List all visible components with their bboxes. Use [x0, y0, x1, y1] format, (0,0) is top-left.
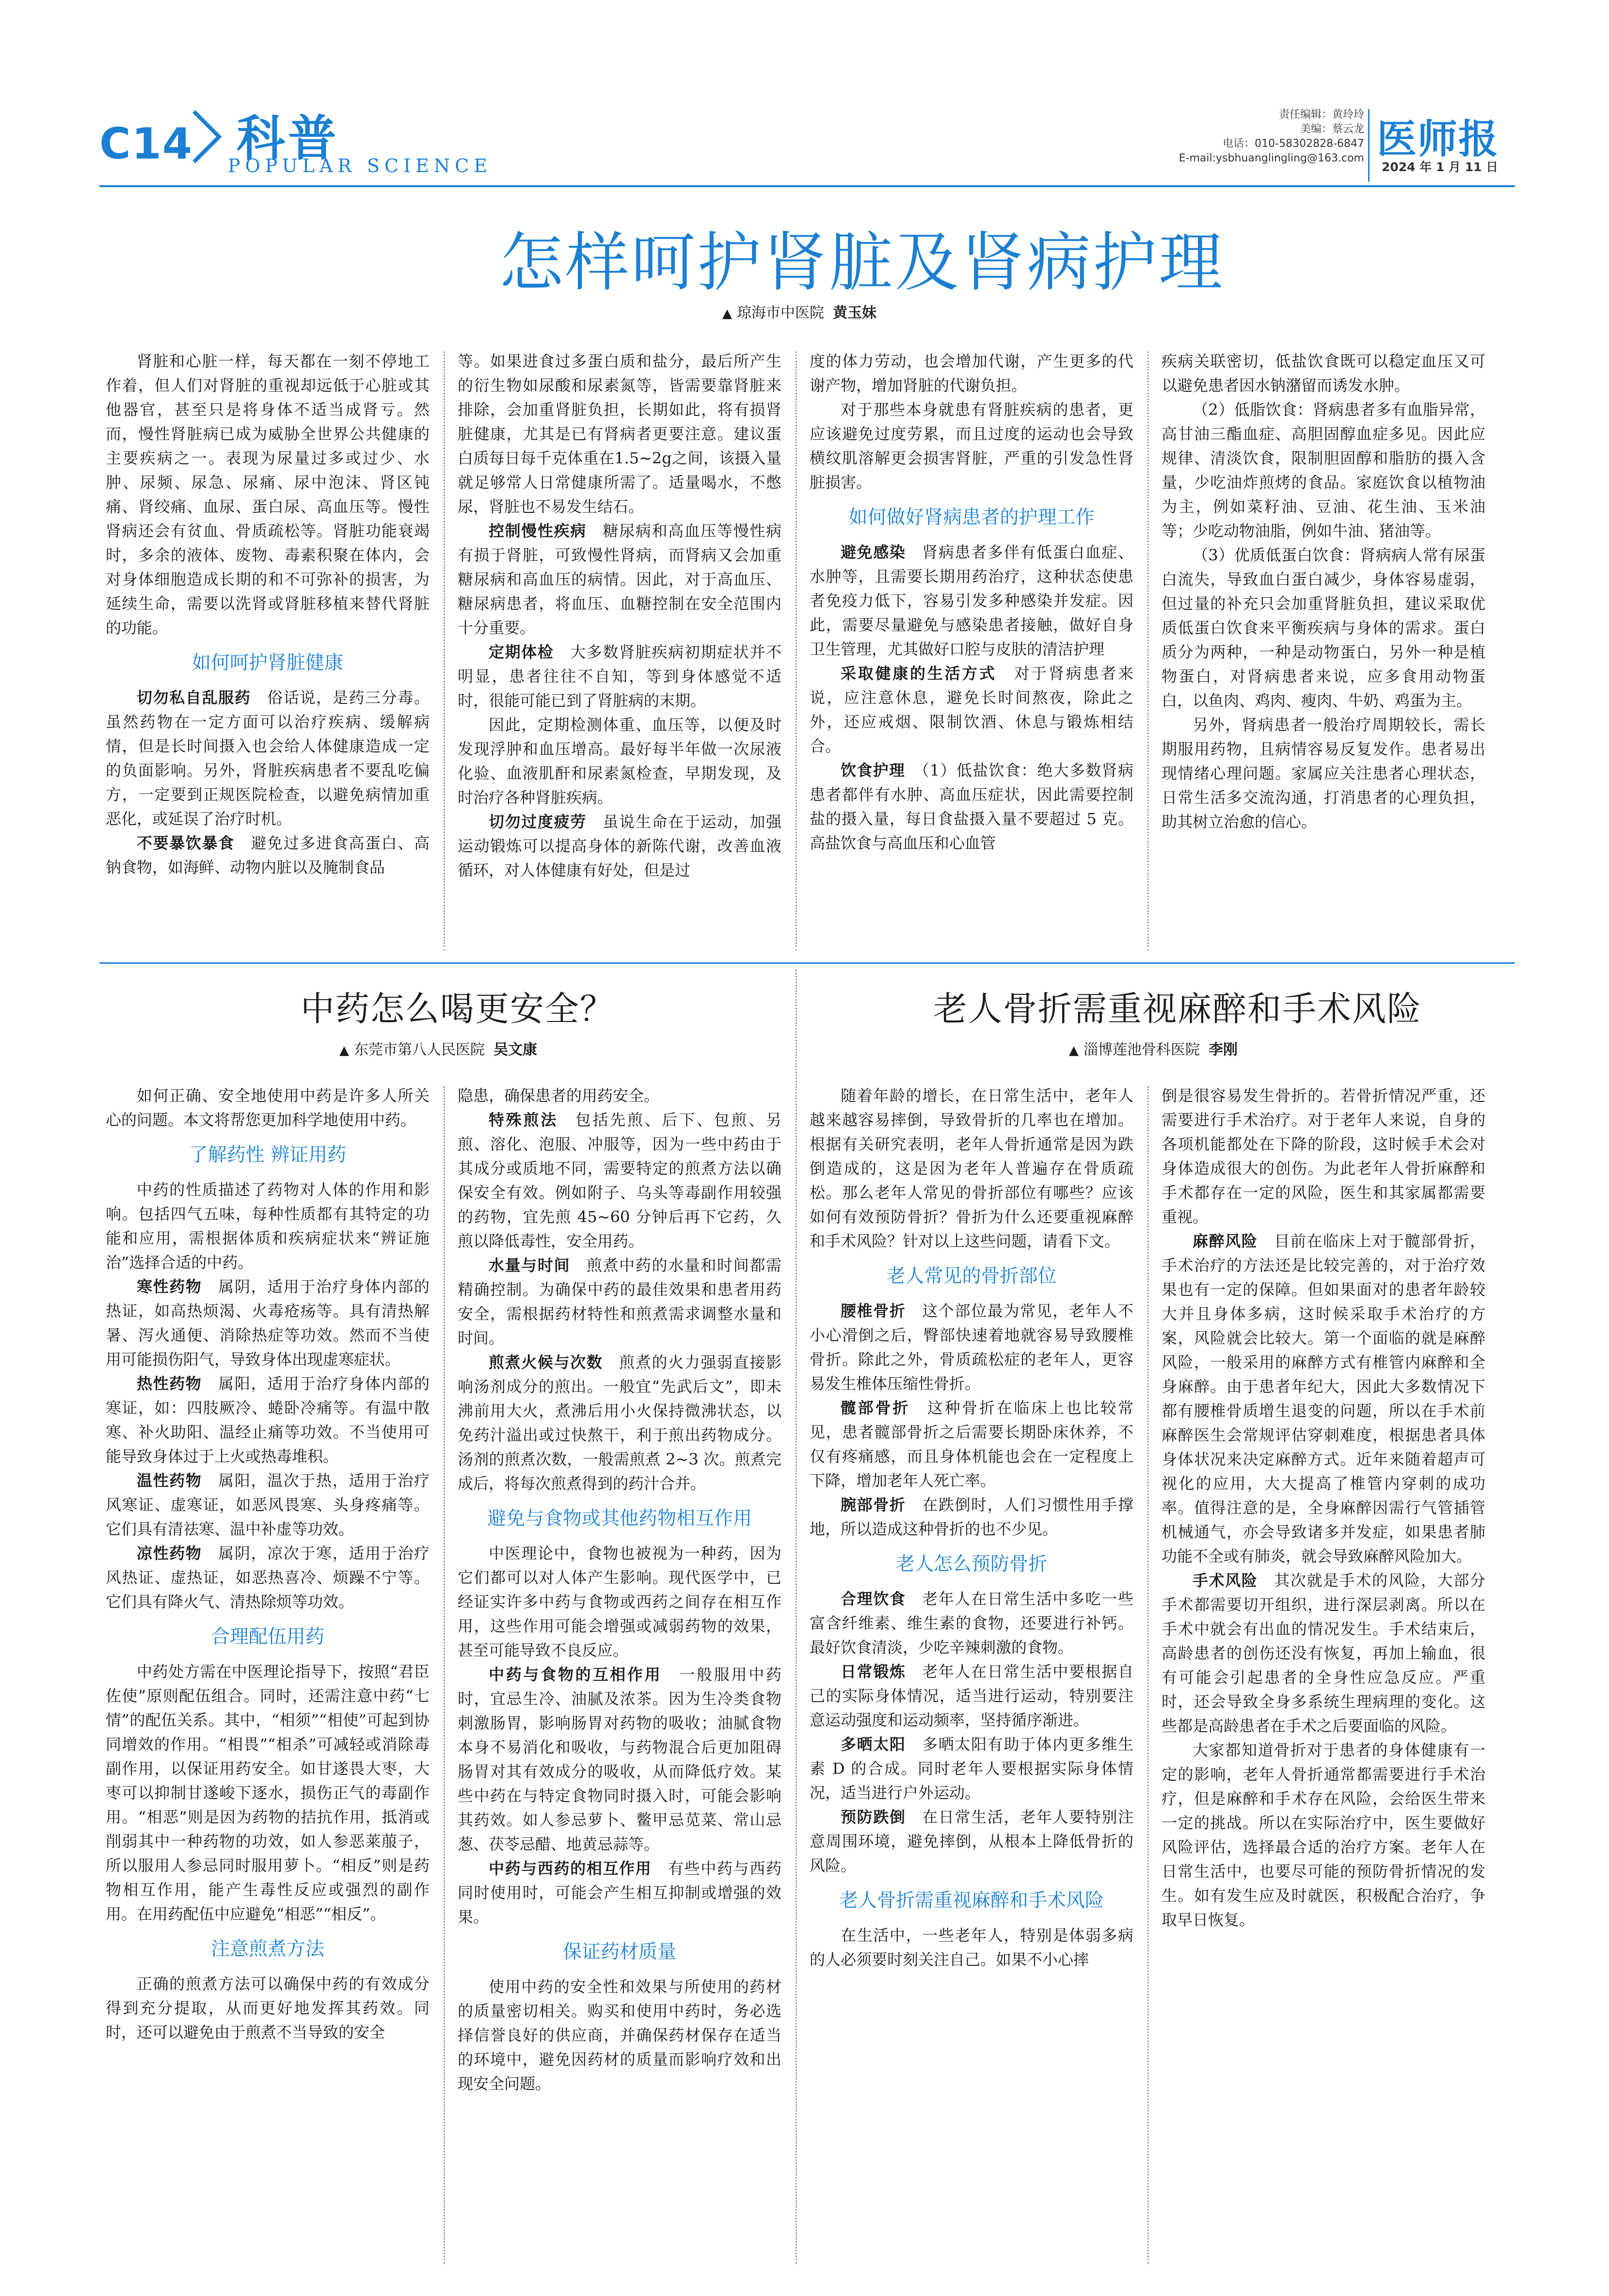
paragraph: [458, 1253, 781, 1350]
article1-byline: [722, 301, 876, 322]
paragraph: [810, 1396, 1133, 1493]
paragraph-lead: 温性药物: [137, 1471, 202, 1490]
article2-column-1: [106, 1084, 430, 2266]
paragraph-text: （3）优质低蛋白饮食：肾病病人常有尿蛋白流失，导致血白蛋白减少，身体容易虚弱，但过量的补充只会加重肾脏负担，建议采取优质低蛋白饮食来平衡疾病与身体的需求。蛋白质分为两种，一种是动物蛋白，另外一种是植物蛋白，对肾病患者来说，应多食用动物蛋白，以鱼肉、鸡肉、瘦肉、牛奶、鸡蛋为主。: [1162, 546, 1485, 710]
subheading: 合理配伍用药: [210, 1626, 324, 1648]
paragraph-lead: 预防跌倒: [841, 1808, 906, 1826]
triangle-icon: ▲: [722, 306, 732, 321]
paragraph: [106, 686, 430, 831]
paragraph-text: 属阳，温次于热，适用于治疗风寒证、虚寒证，如恶风畏寒、头身疼痛等。它们具有清祛寒、温中补虚等功效。: [106, 1471, 430, 1538]
paragraph: [106, 349, 430, 640]
paragraph: [810, 1299, 1133, 1396]
paragraph-lead: 采取健康的生活方式: [841, 664, 997, 683]
paragraph-lead: 不要暴饮暴食: [137, 834, 235, 852]
article3-title: 老人骨折需重视麻醉和手术风险: [933, 989, 1422, 1029]
paragraph: [458, 1108, 781, 1253]
article2-title: 中药怎么喝更安全？: [301, 989, 615, 1029]
credit-editor: 责任编辑：黄玲玲: [1278, 109, 1364, 121]
paragraph-lead: 合理饮食: [841, 1590, 906, 1608]
paragraph-text: 对于那些本身就患有肾脏疾病的患者，更应该避免过度劳累，而且过度的运动也会导致横纹肌溶解更会损害肾脏，严重的引发急性肾脏损害。: [810, 400, 1133, 492]
paragraph: [1162, 543, 1485, 713]
paragraph-lead: 麻醉风险: [1193, 1232, 1258, 1250]
article3-author-name: 李刚: [1209, 1041, 1238, 1058]
subheading: 老人怎么预防骨折: [895, 1553, 1047, 1575]
paragraph-lead: 腰椎骨折: [841, 1302, 906, 1320]
triangle-icon: ▲: [1069, 1043, 1079, 1058]
paragraph-lead: 定期体检: [489, 643, 554, 661]
paragraph-text: 老年人在日常生活中要根据自己的实际身体情况，适当进行运动，特别要注意运动强度和运动频率，坚持循序渐进。: [810, 1662, 1133, 1729]
paragraph-text: 在生活中，一些老年人，特别是体弱多病的人必须要时刻关注自己。如果不小心摔: [810, 1926, 1133, 1969]
article1-author-name: 黄玉妹: [833, 304, 876, 321]
editor-credits: [1179, 108, 1364, 166]
article2-author-name: 吴文康: [494, 1041, 537, 1058]
paragraph: [106, 1275, 430, 1371]
paragraph-text: 疾病关联密切，低盐饮食既可以稳定血压又可以避免患者因水钠潴留而诱发水肿。: [1162, 352, 1485, 395]
article1-title: 怎样呵护肾脏及肾病护理: [499, 225, 1225, 300]
paragraph-text: 属阳，适用于治疗身体内部的寒证，如：四肢厥冷、蜷卧冷痛等。有温中散寒、补火助阳、温经止痛等功效。不当使用可能导致身体过于上火或热毒堆积。: [106, 1374, 430, 1466]
paragraph-text: 在跌倒时，人们习惯性用手撑地，所以造成这种骨折的也不少见。: [810, 1496, 1133, 1538]
paragraph-text: 隐患，确保患者的用药安全。: [458, 1086, 660, 1105]
paragraph: [810, 1923, 1133, 1972]
paragraph: [1162, 1738, 1485, 1932]
paragraph: [458, 1350, 781, 1496]
paragraph: [810, 758, 1133, 855]
paragraph: [810, 1805, 1133, 1878]
paragraph-lead: 中药与食物的互相作用: [489, 1665, 662, 1684]
subheading: 注意煎煮方法: [210, 1938, 324, 1960]
paragraph: [106, 1084, 430, 1132]
article2-byline: [339, 1037, 537, 1059]
paragraph: [458, 810, 781, 882]
paragraph-lead: 日常锻炼: [841, 1662, 906, 1681]
paragraph-text: 俗话说，是药三分毒。虽然药物在一定方面可以治疗疾病、缓解病情，但是长时间摄入也会给人体健康造成一定的负面影响。另外，肾脏疾病患者不要乱吃偏方，一定要到正规医院检查，以避免病情加重恶化，或延误了治疗时机。: [106, 688, 430, 828]
masthead-logo: 医师报: [1377, 116, 1499, 162]
article1-column-1: [106, 349, 430, 953]
paragraph-lead: 饮食护理: [841, 761, 906, 780]
paragraph-text: 中药处方需在中医理论指导下，按照“君臣佐使”原则配伍组合。同时，还需注意中药“七情”的配伍关系。其中，“相须”“相使”可起到协同增效的作用。“相畏”“相杀”可减轻或消除毒副作用，以保证用药安全。如甘遂畏大枣，大枣可以抑制甘遂峻下逐水，损伤正气的毒副作用。“相恶”则是因为药物的拮抗作用，抵消或削弱其中一种药物的功效，如人参恶莱菔子，所以服用人参忌同时服用萝卜。“相反”则是药物相互作用，能产生毒性反应或强烈的副作用。在用药配伍中应避免“相恶”“相反”。: [106, 1662, 430, 1923]
paragraph-lead: 髋部骨折: [841, 1399, 910, 1417]
paragraph-lead: 避免感染: [841, 543, 906, 561]
paragraph: [1162, 1568, 1485, 1738]
credit-phone: 电话：010-58302828-6847: [1223, 138, 1364, 150]
paragraph-text: 目前在临床上对于髋部骨折，手术治疗的方法还是比较完善的，对于治疗效果也有一定的保障。但如果面对的患者年龄较大并且身体多病，这时候采取手术治疗的方案，风险就会比较大。第一个面临的就是麻醉风险，一般采用的麻醉方式有椎管内麻醉和全身麻醉。由于患者年纪大，因此大多数情况下都有腰椎骨质增生退变的问题，所以在手术前麻醉医生会常规评估穿刺难度，根据患者具体身体状况来决定麻醉方式。近年来随着超声可视化的应用，大大提高了椎管内穿刺的成功率。值得注意的是，全身麻醉因需行气管插管机械通气，亦会导致诸多并发症，如果患者肺功能不全或有肺炎，就会导致麻醉风险加大。: [1162, 1232, 1485, 1565]
section-subtitle: POPULAR SCIENCE: [228, 155, 492, 176]
paragraph-text: 对于肾病患者来说，应注意休息，避免长时间熬夜，除此之外，还应戒烟、限制饮酒、休息与锻炼相结合。: [810, 664, 1133, 755]
paragraph-text: 这种骨折在临床上也比较常见，患者髋部骨折之后需要长期卧床休养，不仅有疼痛感，而且身体机能也会在一定程度上下降，增加老年人死亡率。: [810, 1399, 1133, 1490]
paragraph-text: 肾病患者多伴有低蛋白血症、水肿等，且需要长期用药治疗，这种状态使患者免疫力低下，容易引发多种感染并发症。因此，需要尽量避免与感染患者接触，做好自身卫生管理，尤其做好口腔与皮肤的清洁护理: [810, 543, 1133, 658]
paragraph: [810, 1084, 1133, 1253]
triangle-icon: ▲: [339, 1043, 349, 1058]
paragraph-text: 属阴，凉次于寒，适用于治疗风热证、虚热证，如恶热喜冷、烦躁不宁等。它们具有降火气、清热除烦等功效。: [106, 1544, 430, 1611]
paragraph-text: （2）低脂饮食：肾病患者多有血脂异常，高甘油三酯血症、高胆固醇血症多见。因此应规律、清淡饮食，限制胆固醇和脂肪的摄入含量，少吃油炸煎烤的食品。家庭饮食以植物油为主，例如菜籽油、豆油、花生油、玉米油等；少吃动物油脂，例如牛油、猪油等。: [1162, 400, 1485, 540]
subheading: 老人骨折需重视麻醉和手术风险: [839, 1890, 1104, 1912]
column-divider: [796, 351, 797, 950]
paragraph-text: 属阴，适用于治疗身体内部的热证，如高热烦渴、火毒疮疡等。具有清热解暑、泻火通便、消除热症等功效。然而不当使用可能损伤阳气，导致身体出现虚寒症状。: [106, 1277, 430, 1369]
paragraph-text: 一般服用中药时，宜忌生冷、油腻及浓茶。因为生冷类食物刺激肠胃，影响肠胃对药物的吸收；油腻食物本身不易消化和吸收，与药物混合后更加阻碍肠胃对其有效成分的吸收，从而降低疗效。某些中药在与特定食物同时摄入时，可能会影响其药效。如人参忌萝卜、鳖甲忌苋菜、常山忌葱、茯苓忌醋、地黄忌蒜等。: [458, 1665, 781, 1853]
paragraph: [106, 1178, 430, 1275]
paragraph-lead: 控制慢性疾病: [489, 522, 587, 540]
article3-author-org: 淄博莲池骨科医院: [1083, 1041, 1200, 1058]
paragraph-text: 煎煮中药的水量和时间都需精确控制。为确保中药的最佳效果和患者用药安全，需根据药材特性和煎煮需求调整水量和时间。: [458, 1256, 781, 1347]
paragraph: [458, 1084, 781, 1108]
paragraph-text: 中药的性质描述了药物对人体的作用和影响。包括四气五味，每种性质都有其特定的功能和应用，需根据体质和疾病症状来“辨证施治”选择合适的中药。: [106, 1180, 430, 1272]
paragraph: [458, 1975, 781, 2096]
paragraph-lead: 中药与西药的相互作用: [489, 1859, 652, 1878]
article3-column-1: [810, 1084, 1133, 2266]
paragraph: [458, 713, 781, 810]
paragraph: [106, 1468, 430, 1541]
paragraph-text: 倒是很容易发生骨折的。若骨折情况严重，还需要进行手术治疗。对于老年人来说，自身的各项机能都处在下降的阶段，这时候手术会对身体造成很大的创伤。为此老年人骨折麻醉和手术都存在一定的风险，医生和其家属都需要重视。: [1162, 1086, 1485, 1226]
paragraph-lead: 切勿过度疲劳: [489, 813, 587, 831]
paragraph-text: 多晒太阳有助于体内更多维生素 D 的合成。同时老年人要根据实际身体情况，适当进行户外运动。: [810, 1735, 1133, 1802]
paragraph-text: 其次就是手术的风险，大部分手术都需要切开组织，进行深层剥离。所以在手术中就会有出血的情况发生。手术结束后，高龄患者的创伤还没有恢复，再加上输血，很有可能会引起患者的全身性应急反应。严重时，还会导致全身多系统生理病理的变化。这些都是高龄患者在手术之后要面临的风险。: [1162, 1571, 1485, 1735]
paragraph-text: 大家都知道骨折对于患者的身体健康有一定的影响，老年人骨折通常都需要进行手术治疗，但是麻醉和手术存在风险，会给医生带来一定的挑战。所以在实际治疗中，医生要做好风险评估，选择最合适的治疗方案。老年人在日常生活中，也要尽可能的预防骨折情况的发生。如有发生应及时就医，积极配合治疗，争取早日恢复。: [1162, 1741, 1485, 1929]
article1-column-2: [458, 349, 781, 953]
article3-byline: [1069, 1037, 1238, 1059]
paragraph-lead: 凉性药物: [137, 1544, 202, 1563]
page-number: C14: [99, 119, 193, 169]
paragraph: [106, 1972, 430, 2044]
paragraph-text: 在日常生活，老年人要特别注意周围环境，避免摔倒，从根本上降低骨折的风险。: [810, 1808, 1133, 1875]
paragraph-text: 度的体力劳动，也会增加代谢，产生更多的代谢产物，增加肾脏的代谢负担。: [810, 352, 1133, 395]
issue-date: 2024 年 1 月 11 日: [1382, 160, 1498, 174]
subheading: 老人常见的骨折部位: [886, 1265, 1057, 1287]
paragraph: [1162, 349, 1485, 398]
paragraph: [810, 540, 1133, 661]
paragraph-text: 煎煮的火力强弱直接影响汤剂成分的煎出。一般宜“先武后文”，即未沸前用大火，煮沸后用小火保持微沸状态，以免药汁溢出或过快熬干，利于煎出药物成分。汤剂的煎煮次数，一般需煎煮 2~3 次。煎煮完成后，将每次煎煮得到的药汁合并。: [458, 1353, 781, 1493]
article3-column-2: [1162, 1084, 1485, 2266]
paragraph-text: 避免过多进食高蛋白、高钠食物，如海鲜、动物内脏以及腌制食品: [106, 834, 430, 877]
paragraph-lead: 腕部骨折: [841, 1496, 906, 1514]
article1-author-org: 琼海市中医院: [737, 304, 824, 321]
paragraph-text: 有些中药与西药同时使用时，可能会产生相互抑制或增强的效果。: [458, 1859, 781, 1926]
paragraph: [810, 661, 1133, 758]
article1-column-3: [810, 349, 1133, 953]
subheading: 了解药性 辨证用药: [189, 1144, 347, 1166]
paragraph: [458, 1856, 781, 1929]
credit-email: E-mail:ysbhuanglingling@163.com: [1179, 152, 1364, 164]
paragraph-lead: 切勿私自乱服药: [137, 688, 251, 707]
paragraph-lead: 手术风险: [1193, 1571, 1258, 1590]
paragraph-text: 另外，肾病患者一般治疗周期较长，需长期服用药物，且病情容易反复发作。患者易出现情绪心理问题。家属应关注患者心理状态，日常生活多交流沟通，打消患者的心理负担，助其树立治愈的信心。: [1162, 716, 1485, 831]
paragraph-text: 肾脏和心脏一样，每天都在一刻不停地工作着，但人们对肾脏的重视却远低于心脏或其他器官，甚至只是将身体不适当成肾亏。然而，慢性肾脏病已成为威胁全世界公共健康的主要疾病之一。表现为尿量过多或过少、水肿、尿频、尿急、尿痛、尿中泡沫、肾区钝痛、肾绞痛、血尿、蛋白尿、高血压等。慢性肾病还会有贫血、骨质疏松等。肾脏功能衰竭时，多余的液体、废物、毒素积聚在体内，会对身体细胞造成长期的和不可弥补的损害，为延续生命，需要以洗肾或肾脏移植来替代肾脏的功能。: [106, 352, 430, 637]
paragraph: [810, 1493, 1133, 1541]
paragraph: [1162, 1229, 1485, 1568]
paragraph: [106, 1371, 430, 1468]
paragraph: [1162, 1084, 1485, 1229]
paragraph-text: 这个部位最为常见，老年人不小心滑倒之后，臀部快速着地就容易导致腰椎骨折。除此之外，骨质疏松症的老年人，更容易发生椎体压缩性骨折。: [810, 1302, 1133, 1393]
masthead-divider: [1368, 109, 1370, 182]
paragraph-text: 糖尿病和高血压等慢性病有损于肾脏，可致慢性肾病，而肾病又会加重糖尿病和高血压的病情。因此，对于高血压、糖尿病患者，将血压、血糖控制在安全范围内十分重要。: [458, 522, 781, 637]
column-divider: [444, 1086, 445, 2264]
paragraph: [458, 640, 781, 713]
section-title: 科普: [237, 110, 339, 167]
chevron-right-icon: [188, 108, 227, 166]
column-divider: [444, 351, 445, 950]
subheading: 如何呵护肾脏健康: [191, 652, 343, 674]
credit-designer: 美编：蔡云龙: [1300, 123, 1364, 135]
paragraph: [810, 1732, 1133, 1805]
paragraph: [1162, 713, 1485, 834]
paragraph-text: 使用中药的安全性和效果与所使用的药材的质量密切相关。购买和使用中药时，务必选择信誉良好的供应商，并确保药材保存在适当的环境中，避免因药材的质量而影响疗效和出现安全问题。: [458, 1977, 781, 2093]
paragraph-text: （1）低盐饮食：绝大多数肾病患者都伴有水肿、高血压症状，因此需要控制盐的摄入量，每日食盐摄入量不要超过 5 克。高盐饮食与高血压和心血管: [810, 761, 1133, 852]
paragraph-text: 随着年龄的增长，在日常生活中，老年人越来越容易摔倒，导致骨折的几率也在增加。根据有关研究表明，老年人骨折通常是因为跌倒造成的，这是因为老年人普遍存在骨质疏松。那么老年人常见的骨折部位有哪些？应该如何有效预防骨折？骨折为什么还要重视麻醉和手术风险？针对以上这些问题，请看下文。: [810, 1086, 1133, 1250]
paragraph-text: 虽说生命在于运动，加强运动锻炼可以提高身体的新陈代谢，改善血液循环，对人体健康有好处，但是过: [458, 813, 781, 879]
paragraph: [810, 398, 1133, 494]
paragraph-lead: 水量与时间: [489, 1256, 571, 1275]
column-divider: [1147, 1086, 1149, 2264]
paragraph-text: 老年人在日常生活中多吃一些富含纤维素、维生素的食物，还要进行补钙。最好饮食清淡，少吃辛辣刺激的食物。: [810, 1590, 1133, 1657]
paragraph-lead: 多晒太阳: [841, 1735, 906, 1754]
paragraph-text: 等。如果进食过多蛋白质和盐分，最后所产生的衍生物如尿酸和尿素氮等，皆需要靠肾脏来排除，会加重肾脏负担，长期如此，将有损肾脏健康，尤其是已有肾病者更要注意。建议蛋白质每日每千克体重在1.5~2g之间，该摄入量就足够常人日常健康所需了。适量喝水，不憋尿，肾脏也不易发生结石。: [458, 352, 781, 516]
subheading: 避免与食物或其他药物相互作用: [487, 1508, 752, 1530]
paragraph: [458, 349, 781, 519]
paragraph-lead: 特殊煎法: [489, 1111, 558, 1129]
paragraph-text: 因此，定期检测体重、血压等，以便及时发现浮肿和血压增高。最好每半年做一次尿液化验、血液肌酐和尿素氮检查，早期发现，及时治疗各种肾脏疾病。: [458, 716, 781, 807]
header-rule: [99, 185, 1515, 187]
paragraph: [1162, 398, 1485, 543]
section-divider: [99, 962, 1515, 964]
paragraph: [106, 1659, 430, 1926]
paragraph: [458, 519, 781, 640]
column-divider: [1147, 351, 1149, 950]
paragraph: [106, 1541, 430, 1614]
paragraph-lead: 煎煮火候与次数: [489, 1353, 603, 1371]
paragraph-lead: 寒性药物: [137, 1277, 202, 1296]
article2-column-2: [458, 1084, 781, 2266]
paragraph: [458, 1662, 781, 1856]
paragraph-text: 正确的煎煮方法可以确保中药的有效成分得到充分提取，从而更好地发挥其药效。同时，还可以避免由于煎煮不当导致的安全: [106, 1975, 430, 2041]
paragraph: [810, 1659, 1133, 1732]
paragraph: [458, 1541, 781, 1662]
paragraph-lead: 热性药物: [137, 1374, 202, 1393]
article-divider: [796, 970, 797, 2264]
paragraph-text: 中医理论中，食物也被视为一种药，因为它们都可以对人体产生影响。现代医学中，已经证实许多中药与食物或西药之间存在相互作用，这些作用可能会增强或减弱药物的效果，甚至可能导致不良反应。: [458, 1544, 781, 1659]
paragraph: [810, 349, 1133, 398]
paragraph-text: 如何正确、安全地使用中药是许多人所关心的问题。本文将帮您更加科学地使用中药。: [106, 1086, 430, 1129]
paragraph-text: 包括先煎、后下、包煎、另煎、溶化、泡服、冲服等，因为一些中药由于其成分或质地不同，需要特定的煎煮方法以确保安全有效。例如附子、乌头等毒副作用较强的药物，宜先煎 45~60 分钟后再下它药，久煎以降低毒性，安全用药。: [458, 1111, 781, 1250]
article1-column-4: [1162, 349, 1485, 953]
article2-author-org: 东莞市第八人民医院: [354, 1041, 485, 1058]
subheading: 保证药材质量: [562, 1941, 676, 1963]
subheading: 如何做好肾病患者的护理工作: [848, 507, 1095, 528]
paragraph: [810, 1587, 1133, 1659]
paragraph-text: 大多数肾脏疾病初期症状并不明显，患者往往不自知，等到身体感觉不适时，很能可能已到了肾脏病的末期。: [458, 643, 781, 710]
paragraph: [106, 831, 430, 879]
